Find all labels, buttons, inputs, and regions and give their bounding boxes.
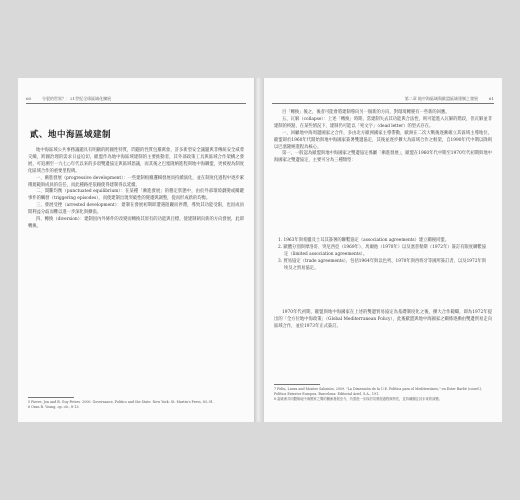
list-item: 2. 歐體分別與摩洛哥、突尼西亞（1969年）、馬爾他（1970年）以及塞普勒斯（1972年）簽訂有限度聯繫協定（limited association agreements）。 [278,244,486,257]
agreement-list [276,238,490,273]
left-body-text [28,148,244,231]
footnote: 6 Oran R. Young, op. cit., 8-13. [28,405,80,409]
list-item: 1. 1963年與希臘及土耳其簽署的聯繫協定（association agreements）建立關稅同盟。 [278,238,450,243]
footnote-rule-right [274,384,320,385]
paragraph: 目「轉換」後之，後者可能會將建制導向另一個新的方向，對環境轉變有一些新的回應。 [282,110,450,115]
paragraph: 三、發展受挫（arrested development）：建制在發展初期即遭遇阻礙而停滯，導致其功能受限，也因成員間利益分歧而難以進一步深化與擴張。 [28,203,244,216]
footnote-rule-left [28,397,74,398]
page-number-right: 61 [488,96,494,101]
running-head-right: 第二章 地中海區域與歐盟區域建制之發展 [404,96,478,101]
footnotes-right [274,387,492,402]
paragraph: 四、轉換（diversion）：建制因內外條件的改變而轉換其原有的功能與目標，使建制朝向新的方向發展，此即轉換。 [28,217,244,229]
section-title: 貳、地中海區域建制 [30,130,112,140]
paragraph: 1970年代初期，歐盟與地中海國家在上述的雙邊貿易協定為基礎制度化之後，擴大合作範疇，即為1972年提出的「全方位地中海政策」（Global Mediterranean Policy），此後歐盟與地中海國家之關係逐漸由雙邊貿易走向區域合作，並於1973年正式簽訂。 [274,310,492,329]
paragraph: 一、回顧地中海周邊國家之合作，多由北方歐洲國家主導帶動，歐洲在二次大戰後逐漸確立其區域主導地位，歐盟即於1960年代開始與地中海國家簽署雙邊協定，其後並逐步擴大為區域合作之框架，自1990年代中期以降則以巴塞隆納進程為核心。 [274,130,492,150]
footnote: 5 Pierre, Jon and B. Guy Peters. 2000. Governance, Politics and the State. New York: St. Martin's Press, 83–91. [28,400,214,404]
book-gutter [254,78,264,422]
list-item: 3. 貿易協定（trade agreements），包括1964年與以色列、1970年與西班牙等國所簽訂者，以及1972年與埃及之貿易協定。 [278,258,487,271]
paragraph: 第一，一般認為歐盟與地中海國家之雙邊協定係屬「漸進發展」，歐盟在1960年代中期至1970年代初期與地中海國家之雙邊協定，主要可分為三種類型： [274,151,492,164]
footnote: 7 Feliu, Laura and Montse Salomón. 2009. "La Dimensión de la U.E. Política para el Mediterráneo," en Ester Barbé (coord.), Política Exterior Europea. Barcelona: Editorial Ariel, S.A., 191. [274,387,483,396]
footnotes-left [28,400,244,410]
right-body-text [274,110,492,165]
paragraph: 二、間斷均衡（punctuated equilibrium）：在某種「漸進發展」的穩定狀態中，由於外部環境劇變或關鍵事件的觸發（triggering episodes），而使建制出現突破性的變遷與調整，從而形成新的均衡。 [28,189,244,202]
footnote: 8 當歐洲共同體與地中海國家之間的關係發展至今，仍需進一步探討其發展過程與特性，並持續關注其未來的演變。 [274,397,442,401]
paragraph: 一、漸進發展（progressive development）：一些建制根據邏輯發展而持續演化，並在制度化過程中逐步累積規範與成員的信任，而此種路徑依賴使得建制得以延續。 [28,175,244,188]
running-head-left: 分裂的世界？：21世紀全球區域化擴展 [42,96,112,101]
header-rule-right [272,103,494,104]
left-page [18,78,256,422]
paragraph: 五、瓦解（collapse）：上述「轉換」時期，當建制失去其功能與合法性，則可能進入瓦解的階段，但瓦解並非建制的終點，在某些情況下，建制仍可能以「死文字」（dead letter）的型式存在。 [274,116,492,129]
header-rule-left [26,103,246,104]
closing-paragraph [274,310,492,331]
right-page [262,78,502,422]
paragraph: 地中海區域公共事務議題具有明顯的跨國性特質，問題的性質包羅萬象，許多新型安全議題與非傳統安全威脅交織，跨國治理的需求日益迫切。歐盟作為地中海區域建制的主要推動者，其外部政策工具與區域合作架構之發展，可追溯至一九七○年代以來的多項雙邊協定與區域倡議，而其後之巴塞隆納進程與地中海聯盟，更被視為制度化區域合作的重要里程碑。 [28,148,244,174]
page-number-left: 60 [26,96,32,101]
